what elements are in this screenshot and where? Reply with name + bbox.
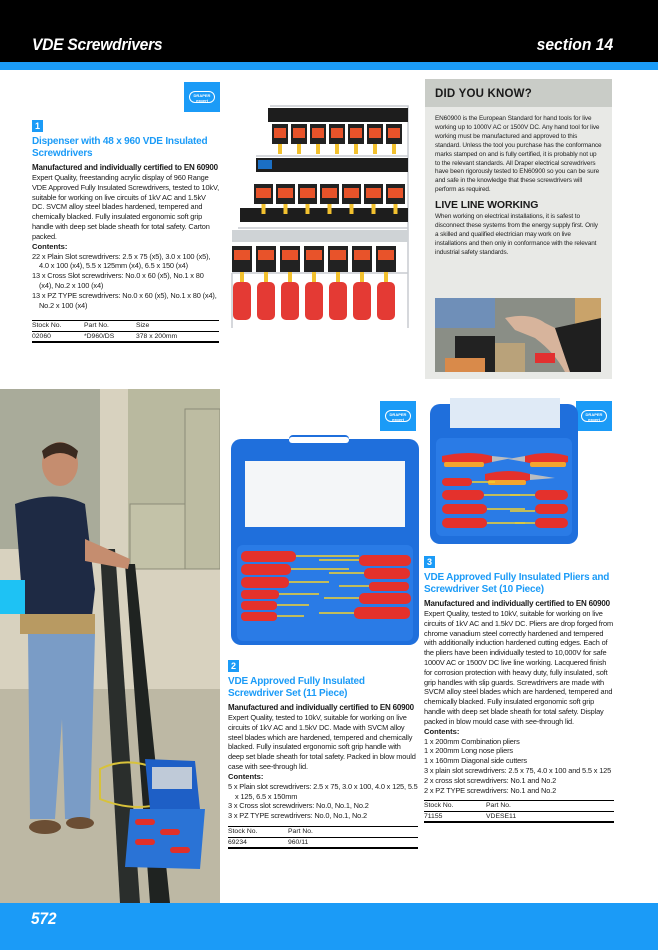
col-header: Part No. (486, 801, 614, 812)
header-accent-bar (0, 62, 658, 70)
certification: Manufactured and individually certified to EN 60900 (424, 599, 610, 608)
screwdriver-set-photo (229, 435, 421, 650)
table-row (424, 812, 614, 823)
page-title: VDE Screwdrivers (32, 35, 163, 54)
col-header: Part No. (288, 826, 418, 837)
col-header: Stock No. (228, 826, 288, 837)
col-header: Stock No. (32, 321, 84, 332)
product-description: Expert Quality, tested to 10kV, suitable for working on live circuits of 1kV AC and 1.5kV DC. Pliers are drop forged from chrome vanadium steel correctly hardened and tempered with additionally induction hardened cutting edges. Each of the pliers have been individually tested to 10,000V for safe 1000V AC or 1500V DC live line working. Lacquered finish for corrosion protection with heavy duty, fully insulated, soft grip handles with slip guards. Screwdrivers are made with SVCM alloy steel blades which are hardened, tempered and chemically blacked. Fully insulated ergonomic soft grip handle with deep set blade sheath for total safety. Display packed in blow mould case with see-through lid. (424, 609, 613, 726)
product-3 (424, 552, 614, 823)
table-row (32, 332, 219, 343)
product-1 (32, 116, 219, 343)
product-title: VDE Approved Fully Insulated Pliers and Screwdriver Set (10 Piece) (424, 572, 610, 595)
did-you-know-text: EN60900 is the European Standard for hand tools for live working up to 1000V AC or 1500V DC. Any hand tool for live working must be manufactured and approved to this standard. Unless the tool you purchase has the conformance marks stamped on and is fully certified, it is probably not up to the relevant standards. All Draper electrical screwdrivers have been rigorously tested to EN60900 so you can be sure and safe in the knowledge that these screwdrivers will perform as required. (435, 115, 602, 194)
size: 378 x 200mm (136, 333, 178, 341)
part-no: 960/11 (288, 838, 309, 846)
electrician-closeup-photo (435, 298, 601, 372)
product-title: Dispenser with 48 x 960 VDE Insulated Screwdrivers (32, 136, 208, 159)
did-you-know-box (425, 79, 612, 379)
draper-expert-logo (380, 401, 416, 431)
contents-item: 3 x PZ TYPE screwdrivers: No.0, No.1, No.2 (228, 811, 367, 821)
side-tab (0, 580, 25, 614)
contents-item: 1 x 200mm Long nose pliers (424, 746, 513, 756)
section-label: section 14 (536, 35, 613, 54)
product-description: Expert Quality, tested to 10kV, suitable for working on live circuits of 1kV AC and 1.5kV DC. Made with SVCM alloy steel blades which are hardened, tempered and chemically blacked. Fully insulated ergonomic soft grip handle with deep set blade sheath for total safety. Packed in blow mould case with see-through lid. (228, 713, 416, 771)
contents-item: 3 x Cross slot screwdrivers: No.0, No.1, No.2 (228, 801, 369, 811)
pliers-screwdriver-set-photo (430, 398, 578, 548)
stock-no: 69234 (228, 838, 247, 846)
stock-table (32, 320, 219, 343)
draper-expert-logo (184, 82, 220, 112)
table-row (228, 837, 418, 848)
live-line-heading: LIVE LINE WORKING (435, 199, 539, 212)
draper-expert-logo (576, 401, 612, 431)
page-number: 572 (31, 909, 57, 928)
dispenser-photo (228, 98, 414, 338)
logo-badge: DRAPER expert (189, 91, 215, 103)
product-description: Expert Quality, freestanding acrylic display of 960 Range VDE Approved Fully Insulated Screwdrivers, tested to 10kV, suitable for working on live circuits of 1kV AC and 1.5kV DC. SVCM alloy steel blades hardened, tempered and chemically blacked. Fully insulated ergonomic soft grip handle with deep set blade sheath for total safety. Carton packed. (32, 173, 219, 241)
col-header: Part No. (84, 321, 136, 332)
contents-item: 1 x 200mm Combination pliers (424, 736, 520, 746)
contents-item: 5 x Plain slot screwdrivers: 2.5 x 75, 3.0 x 100, 4.0 x 125, 5.5 x 125, 6.5 x 150mm (228, 781, 418, 801)
page-footer (0, 903, 658, 950)
certification: Manufactured and individually certified to EN 60900 (32, 163, 218, 172)
logo-badge: DRAPER expert (385, 410, 411, 422)
live-line-text: When working on electrical installations, it is safest to disconnect these systems from the energy supply first. Only a skilled and qualified electrician may work on live installations and then only in conformance with the relevant industrial safety standards. (435, 213, 598, 256)
contents-item: 13 x PZ TYPE screwdrivers: No.0 x 60 (x5), No.1 x 80 (x4), No.2 x 100 (x4) (32, 290, 217, 310)
logo-badge: DRAPER expert (581, 410, 607, 422)
contents-label: Contents: (424, 726, 460, 736)
stock-table (228, 826, 418, 849)
page-header (0, 0, 658, 62)
stock-no: 71155 (424, 813, 443, 821)
contents-label: Contents: (228, 771, 264, 781)
certification: Manufactured and individually certified to EN 60900 (228, 703, 414, 712)
stock-no: 02060 (32, 333, 51, 341)
part-no: VDESE11 (486, 813, 517, 821)
electrician-photo (0, 389, 220, 903)
col-header: Stock No. (424, 801, 486, 812)
contents-label: Contents: (32, 241, 68, 251)
product-number: 1 (32, 120, 43, 132)
stock-table (424, 800, 614, 823)
product-2 (228, 656, 418, 849)
contents-item: 22 x Plain Slot screwdrivers: 2.5 x 75 (x5), 3.0 x 100 (x5), 4.0 x 100 (x4), 5.5 x 125mm (x4), 6.5 x 150 (x4) (32, 251, 211, 271)
part-no: *D960/DS (84, 333, 115, 341)
contents-item: 1 x 160mm Diagonal side cutters (424, 756, 527, 766)
did-you-know-heading: DID YOU KNOW? (425, 79, 612, 107)
product-number: 3 (424, 556, 435, 568)
contents-item: 2 x cross slot screwdrivers: No.1 and No.2 (424, 775, 557, 785)
col-header: Size (136, 321, 219, 332)
contents-item: 13 x Cross Slot screwdrivers: No.0 x 60 (x5), No.1 x 80 (x4), No.2 x 100 (x4) (32, 271, 204, 290)
product-number: 2 (228, 660, 239, 672)
contents-item: 2 x PZ TYPE screwdrivers: No.1 and No.2 (424, 785, 557, 795)
contents-item: 3 x plain slot screwdrivers: 2.5 x 75, 4.0 x 100 and 5.5 x 125 (424, 765, 612, 775)
product-title: VDE Approved Fully Insulated Screwdriver Set (11 Piece) (228, 676, 365, 699)
